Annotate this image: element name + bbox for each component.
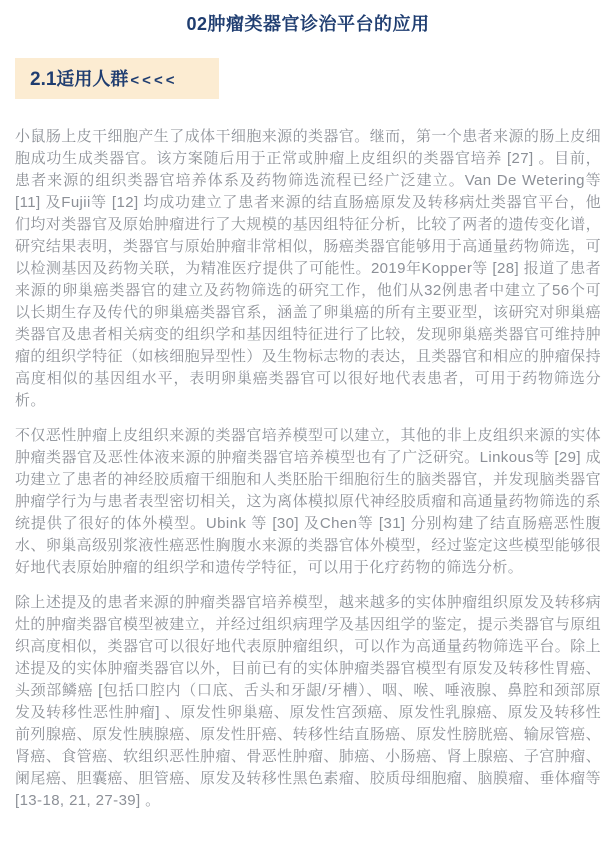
- body-paragraph: 不仅恶性肿瘤上皮组织来源的类器官培养模型可以建立，其他的非上皮组织来源的实体肿瘤类器官及恶性体液来源的肿瘤类器官培养模型也有了广泛研究。Linkous等 [29] 成功建立了患者的神经胶质瘤干细胞和人类胚胎干细胞衍生的脑类器官，并发现脑类器官肿瘤学行为与患者表型密切相关，这为离体模拟原代神经胶质瘤和高通量药物筛选的系统提供了很好的体外模型。Ubink 等 [30] 及Chen等 [31] 分别构建了结直肠癌恶性腹水、卵巢高级别浆液性癌恶性胸腹水来源的类器官体外模型，经过鉴定这些模型能够很好地代表原始肿瘤的组织学和遗传学特征，可以用于化疗药物的筛选分析。: [15, 427, 601, 576]
- body-text-area: [15, 126, 601, 812]
- body-paragraph: 小鼠肠上皮干细胞产生了成体干细胞来源的类器官。继而，第一个患者来源的肠上皮细胞成功生成类器官。该方案随后用于正常或肿瘤上皮组织的类器官培养 [27] 。目前，患者来源的组织类器官培养体系及药物筛选流程已经广泛建立。Van De Wetering等 [11] 及Fujii等 [12] 均成功建立了患者来源的结直肠癌原发及转移病灶类器官平台，他们均对类器官及原始肿瘤进行了大规模的基因组特征分析，比较了两者的遗传变化谱，研究结果表明，类器官与原始肿瘤非常相似，肠癌类器官能够用于高通量药物筛选，可以检测基因及药物关联，为精准医疗提供了可能性。2019年Kopper等 [28] 报道了患者来源的卵巢癌类器官的建立及药物筛选的研究工作，他们从32例患者中建立了56个可以长期生存及传代的卵巢癌类器官系，涵盖了卵巢癌的所有主要亚型，该研究对卵巢癌类器官及患者相关病变的组织学和基因组特征进行了比较，发现卵巢癌类器官可维持肿瘤的组织学特征（如核细胞异型性）及生物标志物的表达，且类器官和相应的肿瘤保持高度相似的基因组水平，表明卵巢癌类器官可以很好地代表患者，可用于药物筛选分析。: [15, 128, 601, 409]
- section-heading: [15, 58, 219, 99]
- section-number: 2.1: [30, 69, 57, 90]
- section-chevrons-decoration: <<<<: [130, 72, 178, 89]
- section-heading-row: [15, 58, 601, 99]
- body-paragraph: 除上述提及的患者来源的肿瘤类器官培养模型，越来越多的实体肿瘤组织原发及转移病灶的肿瘤类器官模型被建立，并经过组织病理学及基因组学的鉴定，提示类器官与原组织高度相似，类器官可以很好地代表原肿瘤组织，可以作为高通量药物筛选平台。除上述提及的实体肿瘤类器官以外，目前已有的实体肿瘤类器官模型有原发及转移性胃癌、头颈部鳞癌 [包括口腔内（口底、舌头和牙龈/牙槽）、咽、喉、唾液腺、鼻腔和颈部原发及转移性恶性肿瘤] 、原发性卵巢癌、原发性宫颈癌、原发性乳腺癌、原发及转移性前列腺癌、原发性胰腺癌、原发性肝癌、转移性结直肠癌、原发性膀胱癌、输尿管癌、肾癌、食管癌、软组织恶性肿瘤、骨恶性肿瘤、肺癌、小肠癌、肾上腺癌、子宫肿瘤、阑尾癌、胆囊癌、胆管癌、原发及转移性黑色素瘤、胶质母细胞瘤、脑膜瘤、垂体瘤等 [13-18, 21, 27-39] 。: [15, 594, 601, 809]
- section-label: 适用人群: [56, 69, 129, 89]
- page-title: 02肿瘤类器官诊治平台的应用: [186, 14, 430, 34]
